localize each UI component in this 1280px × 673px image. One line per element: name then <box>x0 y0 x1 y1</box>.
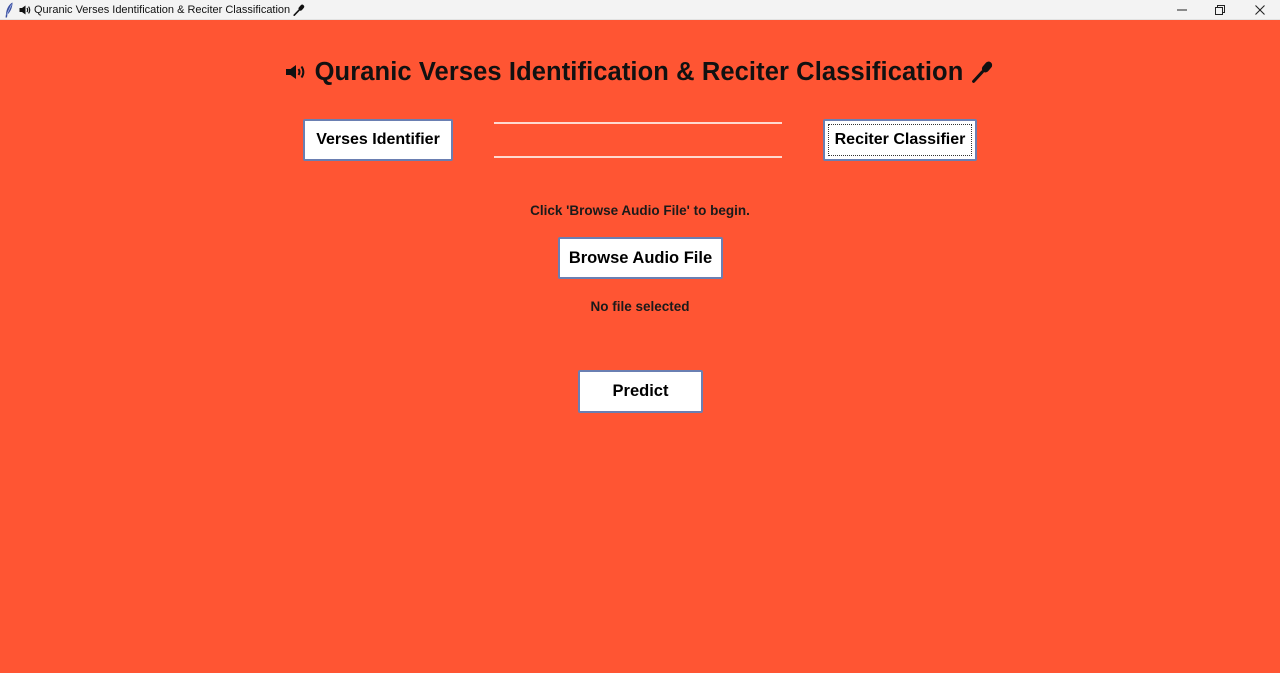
predict-button[interactable]: Predict <box>578 370 703 413</box>
mode-divider-top <box>494 122 782 124</box>
minimize-button[interactable] <box>1162 0 1202 20</box>
reciter-classifier-button[interactable] <box>823 119 977 161</box>
mode-divider-bottom <box>494 156 782 158</box>
heading-row <box>0 56 1280 88</box>
file-status-label: No file selected <box>590 299 690 314</box>
close-button[interactable] <box>1240 0 1280 20</box>
window-title-text: Quranic Verses Identification & Reciter Classification <box>34 4 291 16</box>
maximize-button[interactable] <box>1200 0 1240 20</box>
feather-app-icon <box>4 2 14 18</box>
window-title <box>19 3 305 17</box>
app-main-panel <box>0 20 1280 673</box>
reciter-classifier-label: Reciter Classifier <box>834 131 966 148</box>
speaker-icon <box>285 64 307 80</box>
close-icon <box>1255 5 1265 15</box>
microphone-icon <box>971 60 995 84</box>
verses-identifier-button[interactable]: Verses Identifier <box>303 119 453 161</box>
instruction-text: Click 'Browse Audio File' to begin. <box>530 203 750 218</box>
browse-audio-file-button[interactable]: Browse Audio File <box>558 237 723 279</box>
speaker-icon <box>19 5 31 15</box>
window-title-bar <box>0 0 1280 20</box>
microphone-icon <box>293 4 305 16</box>
maximize-icon <box>1215 5 1225 15</box>
page-title: Quranic Verses Identification & Reciter Classification <box>314 57 964 86</box>
minimize-icon <box>1177 5 1187 15</box>
